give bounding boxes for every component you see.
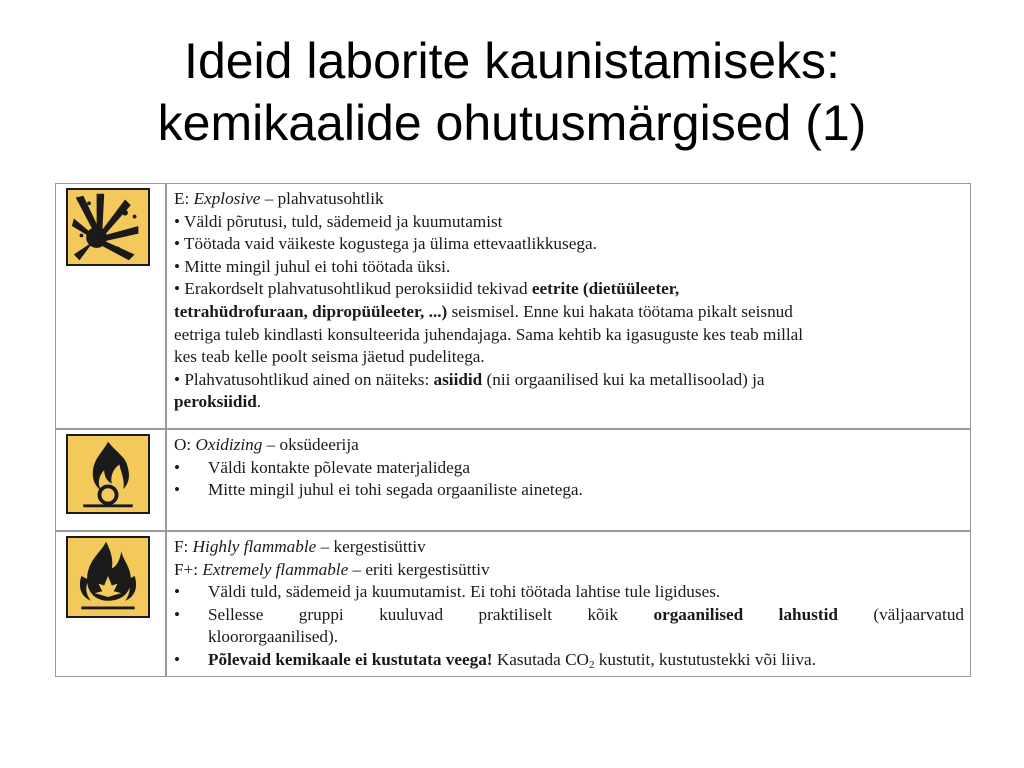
explosive-heading xyxy=(174,188,964,211)
explosive-row xyxy=(56,184,970,430)
flammable-b3-sub: 2 xyxy=(588,658,595,671)
flammable-b2-text-c: (väljaarvatud xyxy=(837,604,965,624)
flammable-b1-text: Väldi tuld, sädemeid ja kuumutamist. Ei tohi töötada lahtise tule ligiduses. xyxy=(208,582,721,602)
flammable-b2-bold-b: orgaanilised lahustid xyxy=(653,604,838,624)
oxidizing-meaning: – oksüdeerija xyxy=(262,435,359,454)
explosive-bullet-2 xyxy=(174,233,964,256)
flammable-symbol-icon xyxy=(66,536,150,618)
oxidizing-b1-text: Väldi kontakte põlevate materjalidega xyxy=(208,457,471,477)
flammable-heading-fplus xyxy=(174,559,964,582)
oxidizing-code: O: xyxy=(174,435,196,454)
explosive-b4-text-a: Erakordselt plahvatusohtlikud peroksiidid tekivad xyxy=(184,279,532,299)
flammable-bullet-1 xyxy=(174,581,964,604)
explosive-text xyxy=(174,188,964,414)
oxidizing-row xyxy=(56,430,970,532)
explosive-bullet-4-line-4: kes teab kelle poolt seisma jäetud pudelitega. xyxy=(174,347,485,367)
explosive-b1-text: Väldi põrutusi, tuld, sädemeid ja kuumutamist xyxy=(184,211,503,231)
explosive-bullet-4 xyxy=(174,278,964,301)
oxidizing-bullet-2 xyxy=(174,479,964,502)
explosive-b5-text-e: . xyxy=(256,392,262,412)
slide-title-line-1: Ideid laborite kaunistamiseks: xyxy=(184,33,840,89)
explosive-bullet-3 xyxy=(174,256,964,279)
explosive-b4-bold-c: tetrahüdrofuraan, dipropüüleeter, ...) xyxy=(174,301,448,321)
slide-title xyxy=(0,30,1024,154)
flammable-bullet-2 xyxy=(174,604,964,649)
oxidizing-bullet-1 xyxy=(174,457,964,480)
bullet: • xyxy=(174,457,181,477)
explosive-b5-text-a: Plahvatusohtlikud ained on näiteks: xyxy=(184,369,434,389)
explosive-bullet-1 xyxy=(174,211,964,234)
explosive-bullet-5 xyxy=(174,369,964,392)
oxidizing-heading xyxy=(174,434,964,457)
explosive-icon-cell xyxy=(56,184,167,428)
bullet: • xyxy=(174,604,181,624)
hazard-symbols-table xyxy=(55,183,971,677)
explosive-b5-bold-d: peroksiidid xyxy=(174,392,257,412)
flammable-bullet-2-line-1 xyxy=(208,604,964,627)
flammable-b2-text-a: Sellesse gruppi kuuluvad praktiliselt kõik xyxy=(208,604,654,624)
flammable-bullet-2-line-2: kloororgaanilised). xyxy=(208,627,338,647)
explosive-b4-text-d: seismisel. Enne kui hakata töötama pikalt seisnud xyxy=(447,301,793,321)
bullet: • xyxy=(174,582,181,602)
explosive-code: E: xyxy=(174,189,194,208)
oxidizing-b2-text: Mitte mingil juhul ei tohi segada orgaaniliste ainetega. xyxy=(208,480,583,500)
explosive-meaning: – plahvatusohtlik xyxy=(260,189,384,208)
explosive-bullet-5-line-2 xyxy=(174,391,964,414)
flammable-b3-bold-a: Põlevaid kemikaale ei kustutata veega! xyxy=(208,649,493,669)
oxidizing-name: Oxidizing xyxy=(195,435,263,454)
explosive-bullet-4-line-2 xyxy=(174,301,964,324)
explosive-b5-bold-b: asiidid xyxy=(433,369,483,389)
flammable-bullet-3-content xyxy=(208,649,964,672)
flammable-b3-text-c: kustutit, kustutustekki või liiva. xyxy=(594,649,816,669)
oxidizing-symbol-icon xyxy=(66,434,150,514)
explosive-b3-text: Mitte mingil juhul ei tohi töötada üksi. xyxy=(184,256,451,276)
bullet: • xyxy=(174,649,181,669)
bullet: • xyxy=(174,279,181,299)
flammable-name-f: Highly flammable xyxy=(192,537,317,556)
explosive-b5-text-c: (nii orgaanilised kui ka metallisoolad) ja xyxy=(482,369,765,389)
explosive-bullet-4-line-3: eetriga tuleb kindlasti konsulteerida juhendajaga. Sama kehtib ka igasuguste kes teab millal xyxy=(174,324,804,344)
flammable-bullet-3 xyxy=(174,649,964,672)
flammable-code-fplus: F+: xyxy=(174,559,203,579)
bullet: • xyxy=(174,211,181,231)
slide-title-line-2: kemikaalide ohutusmärgised (1) xyxy=(157,95,867,151)
bullet: • xyxy=(174,256,181,276)
flammable-name-fplus: Extremely flammable xyxy=(202,559,349,579)
explosive-name: Explosive xyxy=(193,189,261,208)
flammable-code-f: F: xyxy=(174,537,193,556)
oxidizing-icon-cell xyxy=(56,430,167,530)
bullet: • xyxy=(174,480,181,500)
explosive-b2-text: Töötada vaid väikeste kogustega ja ülima ettevaatlikkusega. xyxy=(184,234,597,254)
flammable-icon-cell xyxy=(56,532,167,676)
explosive-b4-bold-b: eetrite (dietüüleeter, xyxy=(531,279,680,299)
flammable-meaning-f: – kergestisüttiv xyxy=(316,537,426,556)
flammable-row xyxy=(56,532,970,676)
bullet: • xyxy=(174,234,181,254)
flammable-meaning-fplus: – eriti kergestisüttiv xyxy=(348,559,490,579)
flammable-text xyxy=(174,536,964,672)
flammable-heading-f xyxy=(174,536,964,559)
bullet: • xyxy=(174,369,181,389)
oxidizing-text xyxy=(174,434,964,502)
flammable-b3-text-b: Kasutada CO xyxy=(492,649,589,669)
explosive-symbol-icon xyxy=(66,188,150,266)
